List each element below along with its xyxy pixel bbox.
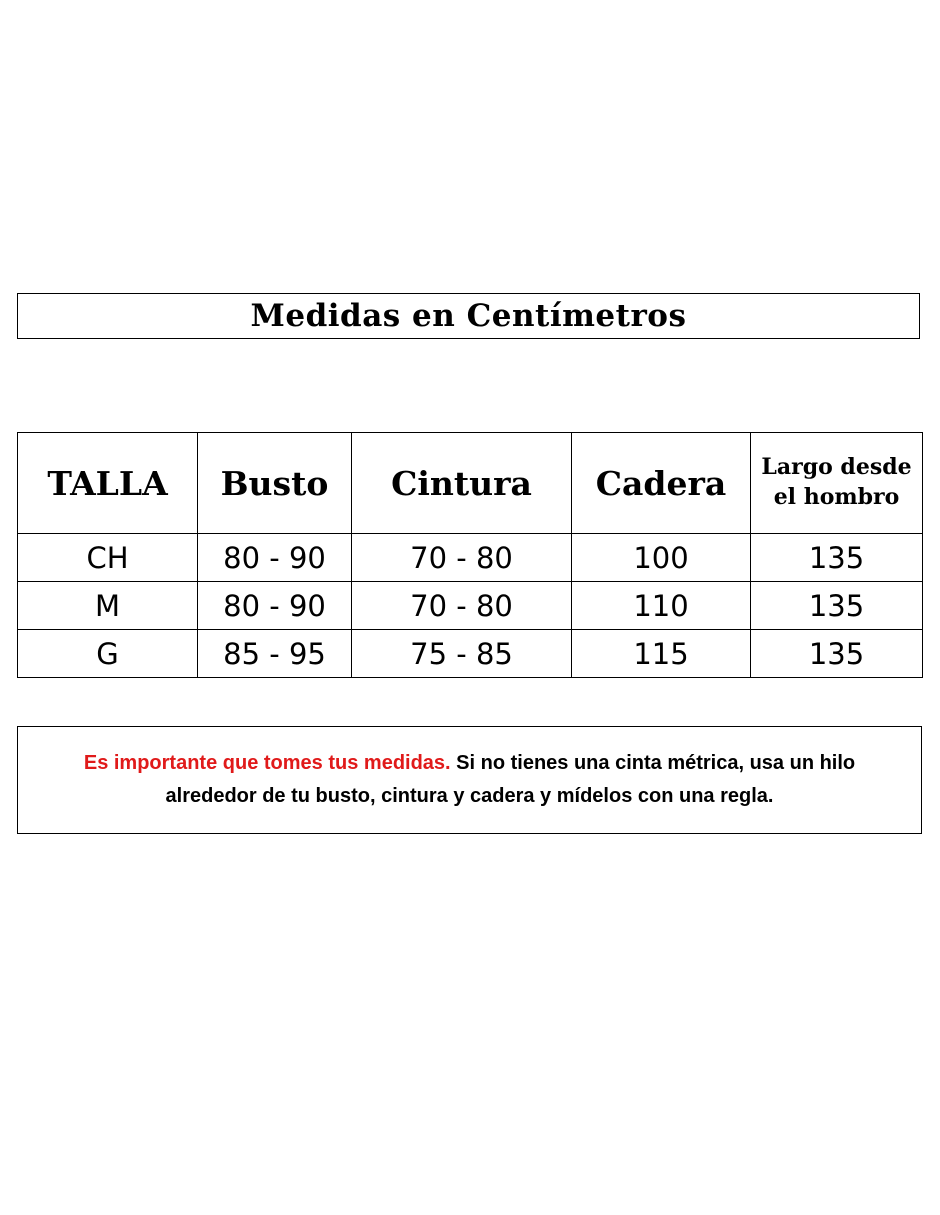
cell-cadera: 115 [572, 630, 751, 678]
cell-talla: CH [18, 534, 198, 582]
header-cintura: Cintura [352, 433, 572, 534]
cell-busto: 80 - 90 [198, 534, 352, 582]
table-header-row [18, 433, 923, 534]
cell-cintura: 75 - 85 [352, 630, 572, 678]
cell-talla: M [18, 582, 198, 630]
title-box [17, 293, 920, 339]
cell-cintura: 70 - 80 [352, 582, 572, 630]
table-row [18, 534, 923, 582]
note-text: Si no tienes una cinta métrica, usa un hilo alrededor de tu busto, cintura y cadera y mídelos con una regla. [165, 752, 856, 807]
cell-busto: 80 - 90 [198, 582, 352, 630]
table-row [18, 582, 923, 630]
header-busto: Busto [198, 433, 352, 534]
note-highlight: Es importante que tomes tus medidas. [83, 752, 451, 774]
cell-talla: G [18, 630, 198, 678]
cell-cadera: 110 [572, 582, 751, 630]
cell-busto: 85 - 95 [198, 630, 352, 678]
header-largo: Largo desde el hombro [751, 433, 923, 534]
size-table [17, 432, 923, 678]
cell-largo: 135 [751, 582, 923, 630]
header-talla: TALLA [18, 433, 198, 534]
table-row [18, 630, 923, 678]
header-cadera: Cadera [572, 433, 751, 534]
measurement-note [60, 747, 880, 813]
cell-largo: 135 [751, 630, 923, 678]
measurement-note-box [17, 726, 922, 834]
cell-cintura: 70 - 80 [352, 534, 572, 582]
page-title: Medidas en Centímetros [250, 297, 687, 334]
cell-largo: 135 [751, 534, 923, 582]
cell-cadera: 100 [572, 534, 751, 582]
